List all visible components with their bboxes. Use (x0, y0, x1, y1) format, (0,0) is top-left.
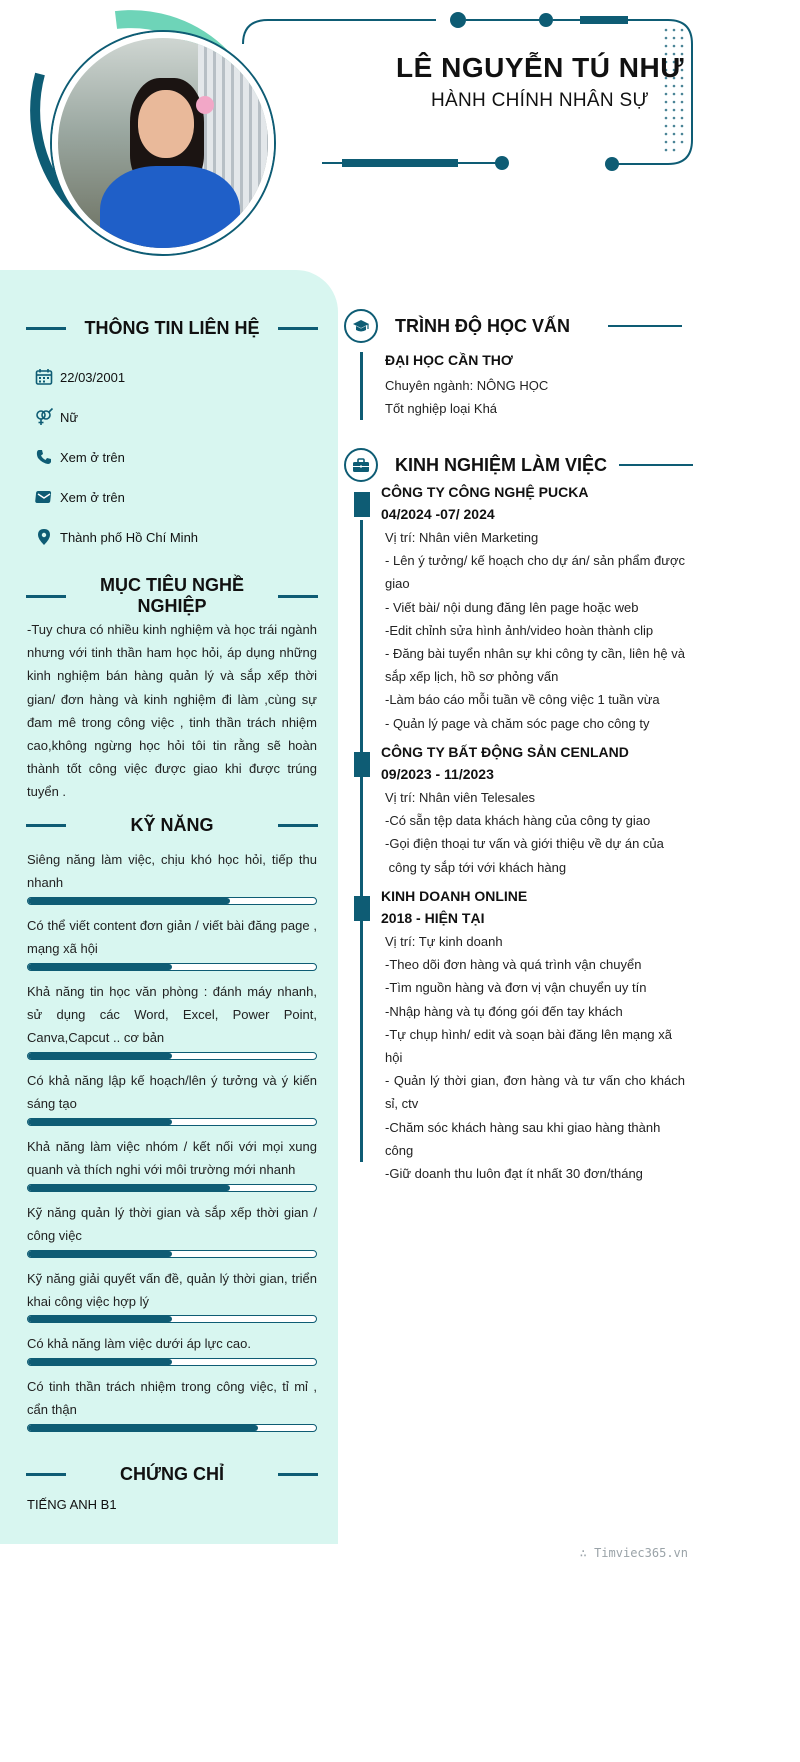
job-details (385, 930, 685, 1185)
phone-icon (34, 447, 54, 467)
skill-text: Kỹ năng quản lý thời gian và sắp xếp thời gian / công việc (27, 1205, 317, 1244)
education-major: Chuyên ngành: NÔNG HỌC (385, 378, 549, 393)
contact-phone (34, 445, 125, 469)
skill-bar (27, 1118, 317, 1126)
contact-text: Nữ (60, 409, 79, 425)
skill-bar (27, 1052, 317, 1060)
skill-bar (27, 1358, 317, 1366)
bottom-dot-1 (495, 156, 509, 170)
gender-icon (34, 407, 54, 427)
contact-text: Xem ở trên (60, 489, 125, 505)
skills-section-header (26, 810, 318, 840)
briefcase-icon (344, 448, 378, 482)
contact-birthdate (34, 365, 125, 389)
education-title: TRÌNH ĐỘ HỌC VẤN (395, 315, 570, 336)
graduation-cap-icon (344, 309, 378, 343)
education-section-header (344, 309, 682, 343)
job-details (385, 526, 685, 735)
top-dot-1 (450, 12, 466, 28)
job-line: - Đăng bài tuyển nhân sự khi công ty cần, liên hệ và sắp xếp lịch, hồ sơ phỏng vấn (385, 646, 685, 685)
certificates-section-header (26, 1459, 318, 1489)
job-line: -Giữ doanh thu luôn đạt ít nhất 30 đơn/tháng (385, 1166, 643, 1182)
contact-text: Xem ở trên (60, 449, 125, 465)
education-school: ĐẠI HỌC CẦN THƠ (385, 352, 513, 368)
job-period: 09/2023 - 11/2023 (381, 766, 494, 782)
email-icon (34, 487, 54, 507)
experience-title: KINH NGHIỆM LÀM VIỆC (395, 454, 608, 475)
job-line: -Làm báo cáo mỗi tuần về công việc 1 tuần vừa (385, 692, 660, 708)
bottom-dot-2 (605, 157, 619, 171)
job-company: KINH DOANH ONLINE (381, 888, 528, 904)
contact-section-header (26, 313, 318, 343)
job-line: - Lên ý tưởng/ kế hoạch cho dự án/ sản phẩm được giao (385, 553, 685, 592)
job-marker (354, 492, 370, 517)
watermark: ∴ Timviec365.vn (579, 1546, 688, 1560)
experience-section-header (344, 448, 693, 482)
top-dot-2 (539, 13, 553, 27)
job-marker (354, 896, 370, 921)
job-line: -Edit chỉnh sửa hình ảnh/video hoàn thành clip (385, 622, 654, 638)
skill-bar (27, 1315, 317, 1323)
skill-text: Có khả năng làm việc dưới áp lực cao. (27, 1336, 251, 1351)
top-line (243, 20, 436, 44)
skill-bar (27, 1424, 317, 1432)
skill-text: Siêng năng làm việc, chịu khó học hỏi, tiếp thu nhanh (27, 852, 317, 891)
job-line: -Tự chụp hình/ edit và soạn bài đăng lên mạng xã hội (385, 1026, 672, 1066)
contact-email (34, 485, 125, 509)
job-line: -Có sẵn tệp data khách hàng của công ty giao (385, 813, 651, 829)
location-icon (34, 527, 54, 547)
job-company: CÔNG TY CÔNG NGHỆ PUCKA (381, 484, 589, 500)
skill-text: Khả năng làm việc nhóm / kết nối với mọi xung quanh và thích nghi với môi trường mới nhanh (27, 1139, 317, 1178)
job-line: Vị trí: Nhân viên Marketing (385, 530, 539, 545)
job-line: - Quản lý thời gian, đơn hàng và tư vấn cho khách sỉ, ctv (385, 1073, 685, 1112)
skill-bar (27, 963, 317, 971)
job-line: -Gọi điện thoại tư vấn và giới thiệu về dự án của (385, 836, 664, 852)
job-details (385, 786, 685, 879)
skill-text: Khả năng tin học văn phòng : đánh máy nhanh, sử dụng các Word, Excel, Power Point, Canva,Capcut .. cơ bản (27, 984, 317, 1046)
skill-text: Có thể viết content đơn giản / viết bài đăng page , mạng xã hội (27, 918, 317, 957)
experience-timeline (360, 520, 363, 1162)
job-line: Vị trí: Tự kinh doanh (385, 934, 503, 949)
contact-text: 22/03/2001 (60, 369, 126, 385)
calendar-icon (34, 367, 54, 387)
skills-title: KỸ NĂNG (130, 814, 214, 835)
skill-text: Có khả năng lập kế hoạch/lên ý tưởng và ý kiến sáng tạo (27, 1073, 317, 1112)
job-line: -Chăm sóc khách hàng sau khi giao hàng thành công (385, 1119, 661, 1158)
skill-text: Có tinh thần trách nhiệm trong công việc, tỉ mỉ , cẩn thận (27, 1379, 317, 1418)
job-period: 04/2024 -07/ 2024 (381, 506, 495, 522)
education-timeline (360, 352, 363, 420)
avatar-photo (52, 32, 274, 254)
job-line: - Quản lý page và chăm sóc page cho công ty (385, 715, 650, 731)
job-marker (354, 752, 370, 777)
candidate-name: LÊ NGUYỄN TÚ NHƯ (396, 52, 684, 83)
job-line: -Theo dõi đơn hàng và quá trình vận chuyển (385, 957, 642, 973)
certificates-title: CHỨNG CHỈ (120, 1463, 224, 1484)
career-section-header (26, 575, 318, 616)
skill-bar (27, 1250, 317, 1258)
career-title: MỤC TIÊU NGHỀ NGHIỆP (100, 575, 244, 616)
job-line: Vị trí: Nhân viên Telesales (385, 790, 536, 805)
top-bar (580, 16, 628, 24)
job-line: công ty sắp tới với khách hàng (385, 859, 567, 875)
job-line: -Nhập hàng và tụ đóng gói đến tay khách (385, 1003, 623, 1019)
job-line: -Tìm nguồn hàng và đơn vị vận chuyển uy tín (385, 980, 647, 996)
job-period: 2018 - HIỆN TẠI (381, 910, 485, 926)
candidate-role: HÀNH CHÍNH NHÂN SỰ (431, 90, 649, 111)
contact-title: THÔNG TIN LIÊN HỆ (84, 317, 260, 338)
certificate-item: TIẾNG ANH B1 (27, 1497, 117, 1512)
skill-text: Kỹ năng giải quyết vấn đề, quản lý thời gian, triển khai công việc hợp lý (27, 1271, 317, 1310)
skill-bar (27, 897, 317, 905)
career-objective-text: -Tuy chưa có nhiều kinh nghiệm và học trái ngành nhưng với tinh thần ham học hỏi, áp dụng những kinh nghiệm bán hàng quản lý và sắp xếp thời gian/ đơn hàng và kinh nghiệm đi làm ,cùng sự đam mê trong công việc , tinh thần trách nhiệm cao,không ngừng học hỏi tôi tin rằng sẽ hoàn thành tốt công việc được giao khi được trúng tuyển . (27, 622, 317, 800)
skill-bar (27, 1184, 317, 1192)
contact-gender (34, 405, 78, 429)
job-company: CÔNG TY BẤT ĐỘNG SẢN CENLAND (381, 744, 629, 760)
contact-location (34, 525, 198, 549)
bottom-bar (342, 159, 458, 167)
education-grade: Tốt nghiệp loại Khá (385, 401, 498, 416)
job-line: - Viết bài/ nội dung đăng lên page hoặc web (385, 599, 639, 615)
contact-text: Thành phố Hồ Chí Minh (60, 529, 199, 545)
